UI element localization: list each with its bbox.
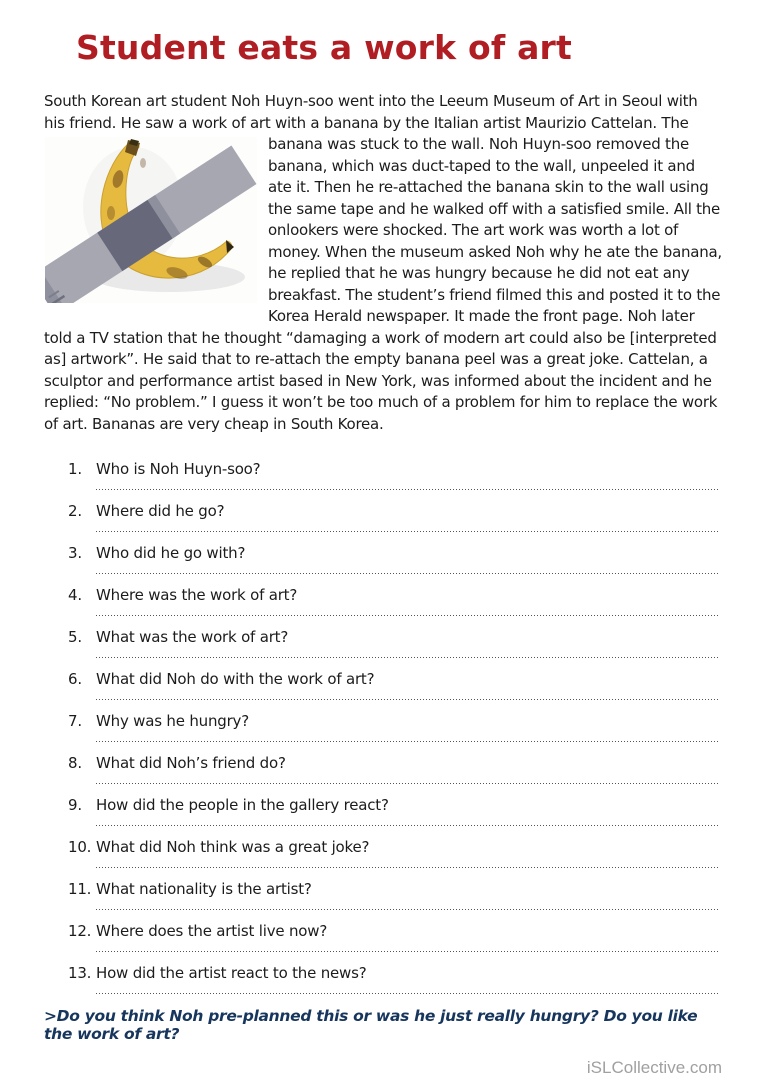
question-item (68, 795, 722, 826)
question-number: 10. (68, 838, 92, 856)
question-text: What did Noh’s friend do? (96, 754, 286, 772)
questions-list (44, 459, 722, 994)
page-title: Student eats a work of art (75, 28, 572, 67)
question-item (68, 501, 722, 532)
question-text: Where was the work of art? (96, 586, 298, 604)
question-number: 5. (68, 628, 82, 646)
answer-blank-line[interactable] (96, 530, 718, 532)
question-number: 8. (68, 754, 82, 772)
answer-blank-line[interactable] (96, 656, 718, 658)
islcollective-watermark: iSLCollective.com (586, 1058, 722, 1077)
question-number: 11. (68, 880, 92, 898)
answer-blank-line[interactable] (96, 740, 718, 742)
question-text: What nationality is the artist? (96, 880, 312, 898)
banana-taped-to-wall-graphic (45, 137, 257, 303)
question-number: 13. (68, 964, 92, 982)
question-text: How did the people in the gallery react? (96, 796, 389, 814)
banana-artwork-image (45, 137, 257, 303)
question-item (68, 921, 722, 952)
answer-blank-line[interactable] (96, 992, 718, 994)
question-item (68, 711, 722, 742)
question-text: Where does the artist live now? (96, 922, 328, 940)
question-number: 1. (68, 460, 82, 478)
question-item (68, 669, 722, 700)
question-text: What did Noh do with the work of art? (96, 670, 375, 688)
answer-blank-line[interactable] (96, 782, 718, 784)
question-text: What was the work of art? (96, 628, 289, 646)
answer-blank-line[interactable] (96, 824, 718, 826)
question-item (68, 627, 722, 658)
discussion-prompt: >Do you think Noh pre-planned this or was he just really hungry? Do you like the work of art? (44, 1007, 698, 1043)
answer-blank-line[interactable] (96, 950, 718, 952)
question-text: What did Noh think was a great joke? (96, 838, 370, 856)
question-text: Who did he go with? (96, 544, 246, 562)
question-number: 7. (68, 712, 82, 730)
article-intro: South Korean art student Noh Huyn-soo went into the Leeum Museum of Art in Seoul with his friend. He saw a work of art with a banana by the Italian artist Maurizio Cattelan. The (44, 92, 698, 132)
answer-blank-line[interactable] (96, 488, 718, 490)
article (44, 91, 722, 435)
question-text: Why was he hungry? (96, 712, 249, 730)
answer-blank-line[interactable] (96, 698, 718, 700)
question-text: Where did he go? (96, 502, 225, 520)
answer-blank-line[interactable] (96, 866, 718, 868)
answer-blank-line[interactable] (96, 572, 718, 574)
answer-blank-line[interactable] (96, 908, 718, 910)
answer-blank-line[interactable] (96, 614, 718, 616)
question-text: How did the artist react to the news? (96, 964, 367, 982)
question-item (68, 543, 722, 574)
question-item (68, 879, 722, 910)
question-number: 4. (68, 586, 82, 604)
question-item (68, 585, 722, 616)
question-item (68, 459, 722, 490)
question-number: 2. (68, 502, 82, 520)
question-item (68, 963, 722, 994)
question-text: Who is Noh Huyn-soo? (96, 460, 261, 478)
question-number: 9. (68, 796, 82, 814)
article-body: banana was stuck to the wall. Noh Huyn-soo removed the banana, which was duct-taped to the wall, unpeeled it and ate it. Then he re-attached the banana skin to the wall using the same tape and he walked off with a satisfied smile. All the onlookers were shocked. The art work was worth a lot of money. When the museum asked Noh why he ate the banana, he replied that he was hungry because he did not eat any breakfast. The student’s friend filmed this and posted it to the Korea Herald newspaper. It made the front page. Noh later told a TV station that he thought “damaging a work of modern art could also be [interpreted as] artwork”. He said that to re-attach the empty banana peel was a great joke. Cattelan, a sculptor and performance artist based in New York, was informed about the incident and he replied: “No problem.” I guess it won’t be too much of a problem for him to replace the work of art. Bananas are very cheap in South Korea. (44, 135, 722, 433)
question-number: 6. (68, 670, 82, 688)
question-number: 12. (68, 922, 92, 940)
question-item (68, 837, 722, 868)
question-item (68, 753, 722, 784)
question-number: 3. (68, 544, 82, 562)
